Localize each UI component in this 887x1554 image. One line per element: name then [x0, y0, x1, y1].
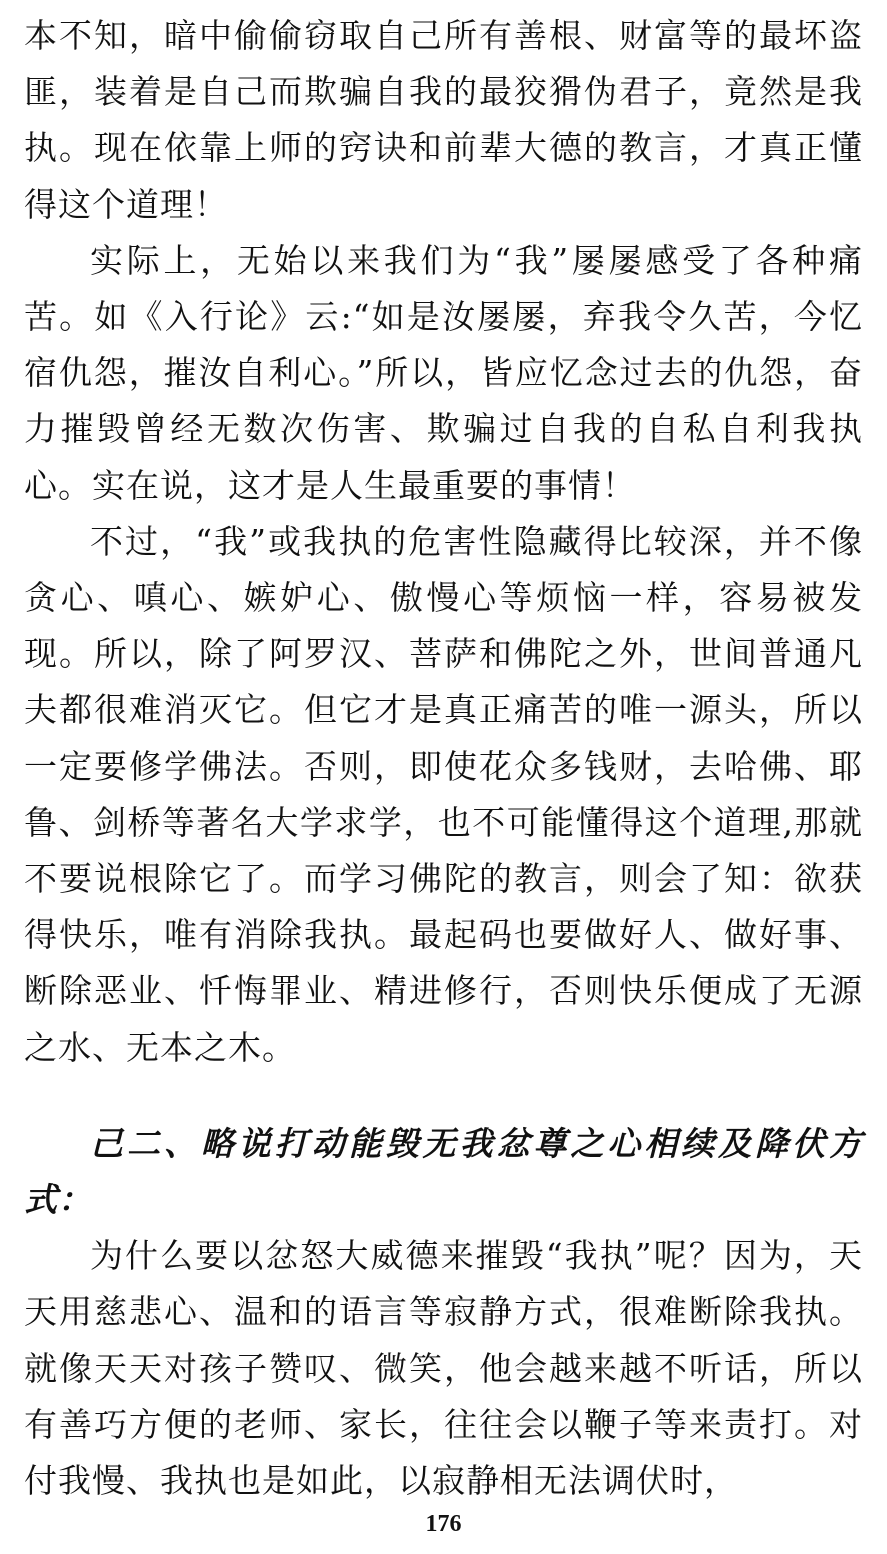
paragraph-1: 本不知，暗中偷偷窃取自己所有善根、财富等的最坏盗匪，装着是自己而欺骗自我的最狡猾伪君子，竟然是我执。现在依靠上师的窍诀和前辈大德的教言，才真正懂得这个道理！	[24, 16, 863, 224]
section-heading: 己二、略说打动能毁无我忿尊之心相续及降伏方式：	[24, 1123, 863, 1220]
paragraph-2: 实际上，无始以来我们为“我”屡屡感受了各种痛苦。如《入行论》云:“如是汝屡屡，弃我令久苦，今忆宿仇怨，摧汝自利心。”所以，皆应忆念过去的仇怨，奋力摧毁曾经无数次伤害、欺骗过自我的自私自利我执心。实在说，这才是人生最重要的事情！	[24, 240, 863, 505]
section-spacer	[24, 1076, 863, 1116]
paragraph-3: 不过，“我”或我执的危害性隐藏得比较深，并不像贪心、嗔心、嫉妒心、傲慢心等烦恼一样，容易被发现。所以，除了阿罗汉、菩萨和佛陀之外，世间普通凡夫都很难消灭它。但它才是真正痛苦的唯一源头，所以一定要修学佛法。否则，即使花众多钱财，去哈佛、耶鲁、剑桥等著名大学求学，也不可能懂得这个道理,那就不要说根除它了。而学习佛陀的教言，则会了知：欲获得快乐，唯有消除我执。最起码也要做好人、做好事、断除恶业、忏悔罪业、精进修行，否则快乐便成了无源之水、无本之木。	[24, 521, 863, 1067]
paragraph-4: 为什么要以忿怒大威德来摧毁“我执”呢？因为，天天用慈悲心、温和的语言等寂静方式，很难断除我执。就像天天对孩子赞叹、微笑，他会越来越不听话，所以有善巧方便的老师、家长，往往会以鞭子等来责打。对付我慢、我执也是如此，以寂静相无法调伏时，	[24, 1236, 863, 1501]
page-number: 176	[425, 1511, 462, 1537]
